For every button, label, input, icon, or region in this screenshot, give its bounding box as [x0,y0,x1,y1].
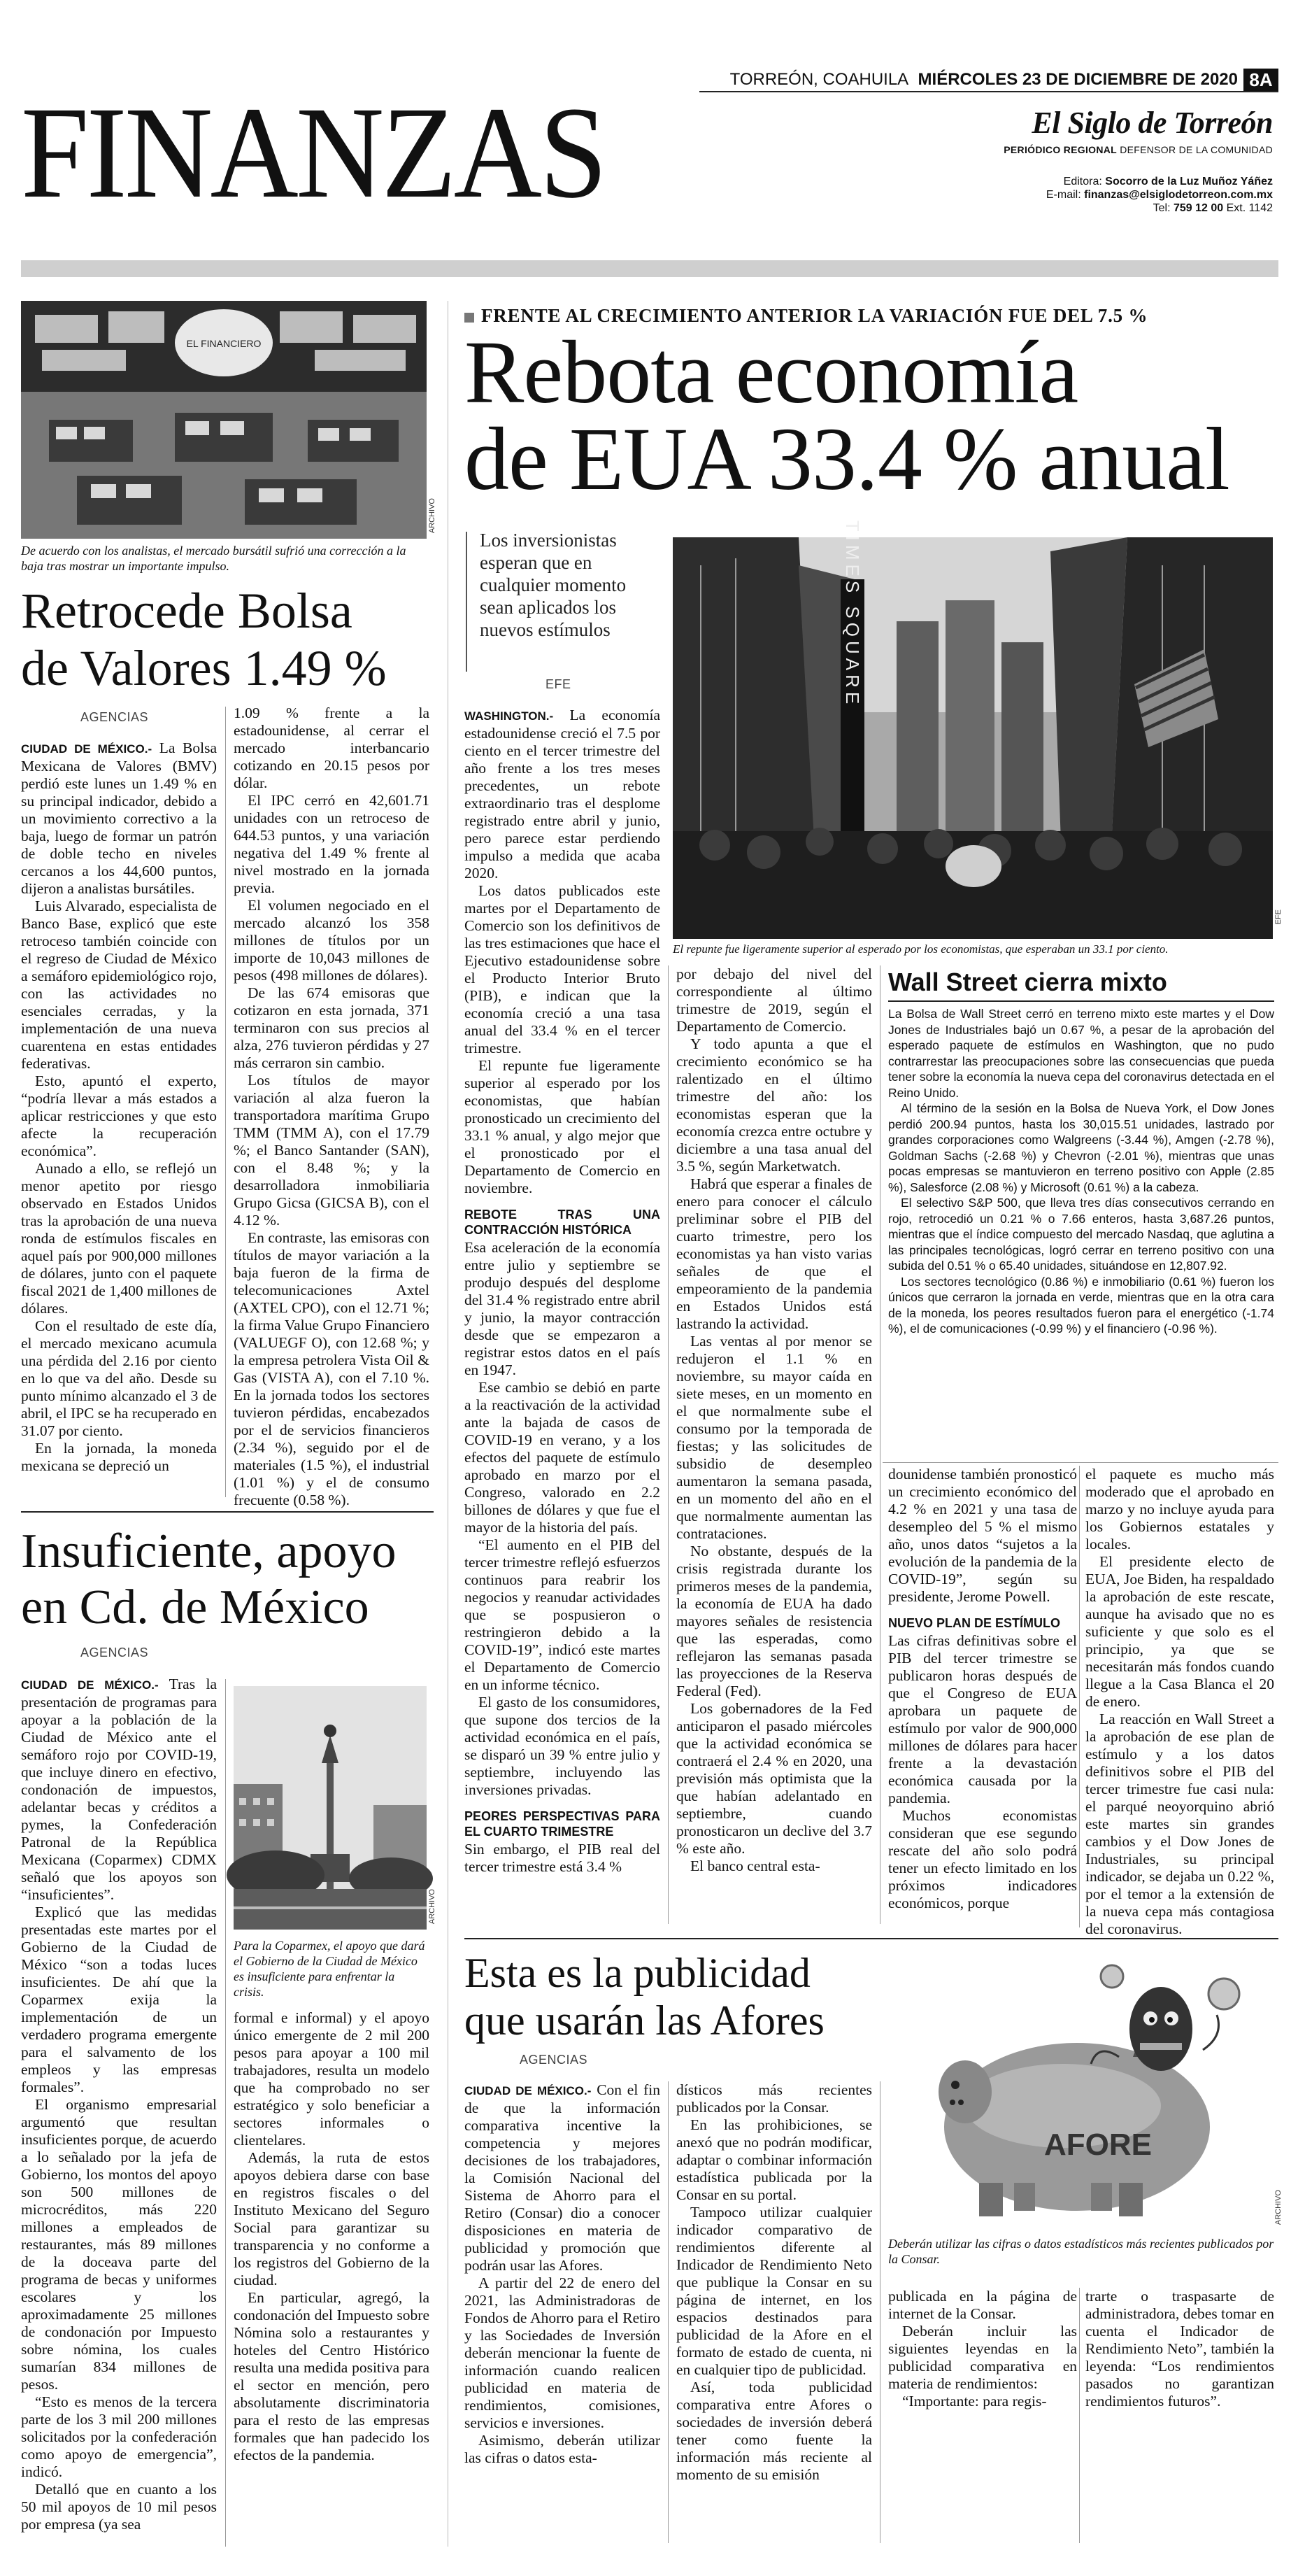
ws-paragraph: La Bolsa de Wall Street cerró en terreno mixto este martes y el Dow Jones de Industriales bajó un 0.67 %, a pesar de la aprobación del esperado paquete de estímulos en Washington, que no pudo contrarrestar las preocupaciones sobre las consecuencias que pueda tener sobre la economía la nueva cepa del coronavirus detectada en el Reino Unido. [888,1007,1274,1100]
article-text: Tampoco utilizar cualquier indicador comparativo de rendimientos diferente al Indicador de Rendimiento Neto que publique la Consar en su página de internet, en los espacios destinados para publicidad de la Afore en el formato de estado de cuenta, ni en cualquier tipo de publicidad. [676,2204,872,2378]
article-text: Muchos economistas consideran que ese segundo rescate del año solo podrá tener un efecto limitado en los próximos indicadores económicos, porque [888,1807,1077,1911]
ws-sidebar [888,967,1274,1462]
article-paragraph [676,1333,872,1543]
editor-label: Editora: [1063,176,1106,187]
lead-headline-line1: Rebota economía [464,323,1078,422]
afores-col-2 [676,2081,872,2547]
article-paragraph [21,1317,217,1440]
bolsa-photo-credit: ARCHIVO [428,498,436,534]
article-paragraph [21,2096,217,2393]
masthead-band [21,260,1278,277]
afores-headline-line1: Esta es la publicidad [464,1950,811,1996]
paper-tagline-rest: DEFENSOR DE LA COMUNIDAD [1117,144,1273,155]
article-text: “Importante: para regis- [902,2393,1047,2409]
email-link[interactable]: finanzas@elsiglodetorreon.com.mx [1084,189,1273,201]
bolsa-headline-line1: Retrocede Bolsa [21,583,352,639]
article-paragraph [21,898,217,1073]
article-text: La reacción en Wall Street a la aprobación de ese plan de estímulo y a los datos definitivos sobre el PIB del tercer trimestre fue casi nula: el parqué neoyorquino abrió este martes sin grandes cambios y el Dow Jones de Industriales, su principal indicador, se dejaba un 0.22 %, por el temor a la extensión de la nueva cepa más contagiosa del coronavirus. [1085,1711,1274,1937]
lead-col-3 [888,1466,1077,1927]
article-paragraph [21,1160,217,1317]
afores-col-3 [888,2288,1077,2547]
photo-banner: EL FINANCIERO [186,338,262,349]
dateline-city: TORREÓN, COAHUILA [729,70,908,89]
afores-col-4 [1085,2288,1274,2547]
article-paragraph [464,2432,660,2467]
times-square-sign: TIMES SQUARE [842,520,863,709]
article-paragraph [888,2288,1077,2323]
article-paragraph [1085,1466,1274,1553]
lead-col-4 [1085,1466,1274,1937]
article-text: De las 674 emisoras que cotizaron en esta jornada, 371 terminaron con sus precios al alza, 276 tuvieron pérdidas y 27 más cerraron sin cambio. [234,984,429,1071]
lead-agency: EFE [545,677,571,691]
lead-col-2 [676,965,872,1927]
ws-title: Wall Street cierra mixto [888,968,1167,996]
article-paragraph [464,1057,660,1197]
ws-paragraph: El selectivo S&P 500, que lleva tres días consecutivos cerrando en rojo, retrocedió un 0.21 % o 7.66 enteros, hasta 3,687.26 puntos, mientras que el índice compuesto del mercado Nasdaq, que aglutina a las principales tecnológicas, logró cerrar en terreno positivo con una subida del 0.51 % o 65.40 unidades, situándose en 12,807.92. [888,1196,1274,1273]
ws-title-rule [888,1000,1274,1002]
article-text: La Bolsa Mexicana de Valores (BMV) perdió este lunes un 1.49 % en su principal indicador, debido a un movimiento correctivo a la baja, luego de formar un patrón de doble techo en niveles cercanos a los 44,600 puntos, dijeron a analistas bursátiles. [21,739,217,897]
afores-photo-credit: ARCHIVO [1274,2190,1283,2225]
article-text: Los títulos de mayor variación al alza fueron la transportadora marítima Grupo TMM (TMM A), con el 17.79 %; el Banco Santander (SAN), con el 8.48 %; y la desarrolladora inmobiliaria Grupo Gicsa (GICSA B), con el 4.12 %. [234,1072,429,1229]
article-paragraph [676,1035,872,1175]
article-text: Con el resultado de este día, el mercado mexicano acumula una pérdida del 2.16 por ciento en lo que va del año. Desde su punto mínimo alcanzado el 3 de abril, el IPC se ha recuperado en 31.07 por ciento. [21,1317,217,1439]
article-text: Tras la presentación de programas para apoyar a la población de la Ciudad de México ante el semáforo rojo por COVID-19, que incluye dinero en efectivo, condonación de impuestos, adelantar becas y créditos a pymes, la Confederación Patronal de la República Mexicana (Coparmex) CDMX señaló que los apoyos son “insuficientes”. [21,1676,217,1903]
afores-agency: AGENCIAS [520,2053,588,2067]
article-text: A partir del 22 de enero del 2021, las Administradoras de Fondos de Ahorro para el Retiro y las Sociedades de Inversión deberán mencionar la fuente de información cuando realicen publicidad en materia de rendimientos, comisiones, servicios e inversiones. [464,2274,660,2431]
deck-rule [466,532,467,672]
article-paragraph [464,882,660,1057]
article-dateline: CIUDAD DE MÉXICO.- [21,742,152,756]
article-paragraph [464,1841,660,1876]
article-paragraph [676,1543,872,1700]
article-paragraph [21,2481,217,2533]
article-text: Así, toda publicidad comparativa entre Afores o sociedades de inversión deberá tener como fuente la información más reciente al momento de su emisión [676,2379,872,2483]
apoyo-col-2 [234,2009,429,2548]
article-paragraph [234,2009,429,2149]
article-paragraph [888,2323,1077,2393]
apoyo-photo-caption: Para la Coparmex, el apoyo que dará el Gobierno de la Ciudad de México es insuficiente para enfrentar la crisis. [234,1939,425,1999]
article-paragraph [888,2393,1077,2410]
afores-photo-caption: Deberán utilizar las cifras o datos estadísticos más recientes publicados por la Consar. [888,2237,1274,2266]
bolsa-headline [21,582,441,697]
ws-bottom-rule [883,1462,1278,1463]
editor-info [951,175,1273,215]
apoyo-headline-line1: Insuficiente, apoyo [21,1524,397,1578]
article-text: publicada en la página de internet de la Consar. [888,2288,1077,2322]
article-paragraph [21,1676,217,1904]
article-paragraph [234,792,429,897]
article-text: 1.09 % frente a la estadounidense, al cerrar el mercado interbancario cotizando en 20.15 pesos por dólar. [234,705,429,791]
article-text: El repunte fue ligeramente superior al esperado por los economistas, que habían pronosticado un crecimiento del 33.1 % anual, y algo mejor que el pronosticado por el Departamento de Comercio en noviembre. [464,1057,660,1196]
article-text: El organismo empresarial argumentó que resultan insuficientes porque, de acuerdo a lo señalado por la jefa de Gobierno, los montos del apoyo son 500 millones de microcréditos, más 220 millones a empleados de restaurantes, más 89 millones de la doceava parte del programa de becas y uniformes escolares y los aproximadamente 25 millones de condonación por Impuesto sobre nómina, los cuales sumarían 834 millones de pesos. [21,2096,217,2393]
article-paragraph [888,1466,1077,1606]
article-text: Las cifras definitivas sobre el PIB del tercer trimestre se publicaron horas después de que el Congreso de EUA aprobara un paquete de estímulo por valor de 900,000 millones de dólares para hacer frente a la devastación económica causada por la pandemia. [888,1632,1077,1806]
article-text: No obstante, después de la crisis registrada durante los primeros meses de la pandemia, la economía de EUA ha dado mayores señales de resistencia que las esperadas, como reflejaron las semanas pasada las proyecciones de la Reserva Federal (Fed). [676,1543,872,1699]
article-paragraph [234,1072,429,1229]
article-paragraph [21,1904,217,2096]
article-text: En la jornada, la moneda mexicana se depreció un [21,1440,217,1474]
article-text: Ese cambio se debió en parte a la reactivación de la actividad ante la bajada de casos de COVID-19 en verano, y a los efectos del paquete de estímulo aprobado en marzo por el Congreso, valorado en 2.2 billones de dólares y que fue el mayor de la historia del país. [464,1379,660,1536]
article-paragraph [234,897,429,984]
article-dateline: CIUDAD DE MÉXICO.- [464,2084,592,2097]
dateline-date: MIÉRCOLES 23 DE DICIEMBRE DE 2020 [918,70,1238,89]
article-paragraph [676,2116,872,2204]
paper-tagline [951,144,1273,155]
afores-headline [464,1949,912,2044]
article-paragraph [676,2379,872,2484]
article-paragraph [676,1175,872,1333]
ws-paragraph: Al término de la sesión en la Bolsa de Nueva York, el Dow Jones perdió 200.94 puntos, hasta los 30,015.51 unidades, lastrado por grandes corporaciones como Walgreens (-3.44 %), Amgen (-2.78 %), Goldman Sachs (-2.68 %) y Chevron (-2.01 %), mientras que unas pocas empresas se mantuvieron en terreno positivo con Apple (2.85 %), Salesforce (2.08 %) y Microsoft (0.61 %) a la cabeza. [888,1101,1274,1194]
email-label: E-mail: [1046,189,1085,201]
bolsa-col-1 [21,739,217,1502]
times-square-photo [673,520,1273,939]
phone-number: 759 12 00 [1173,202,1224,214]
article-paragraph [1085,1553,1274,1711]
paper-name: El Siglo de Torreón [1032,106,1273,140]
lead-col-1 [464,707,660,1927]
phone-ext: Ext. 1142 [1223,202,1273,214]
article-paragraph [888,1632,1077,1807]
article-text: trarte o traspasarte de administradora, debes tomar en cuenta el Indicador de Rendimiento Neto”, también la leyenda: “Los rendimientos pasados no garantizan rendimientos futuros”. [1085,2288,1274,2409]
article-text: Las ventas al por menor se redujeron el 1.1 % en noviembre, su mayor caída en siete meses, en un momento en el que normalmente sube el consumo por la temporada de fiestas; y las solicitudes de subsidio de desempleo aumentaron la semana pasada, en un momento del año en el que normalmente aumentan las contrataciones. [676,1333,872,1542]
article-text: por debajo del nivel del correspondiente al último trimestre de 2019, según el Departamento de Comercio. [676,965,872,1035]
trading-floor-photo [21,301,427,539]
article-text: el paquete es mucho más moderado que el aprobado en marzo y no incluye ayuda para los Gobiernos estatales y locales. [1085,1466,1274,1552]
article-dateline: CIUDAD DE MÉXICO.- [21,1678,159,1692]
lead-deck: Los inversionistas esperan que en cualquier momento sean aplicados los nuevos estímulos [480,530,627,640]
article-paragraph [21,2393,217,2481]
article-paragraph [21,1073,217,1160]
article-text: formal e informal) y el apoyo único emergente de 2 mil 200 pesos para apoyar a 100 mil trabajadores, resulta un modelo que ha comprobado no ser estratégico y solo beneficiar a sectores informales o clientelares. [234,2009,429,2149]
bolsa-photo-caption: De acuerdo con los analistas, el mercado bursátil sufrió una corrección a la baja tras mostrar un importante impulso. [21,544,406,573]
article-paragraph [676,1857,872,1875]
article-text: El presidente electo de EUA, Joe Biden, ha respaldado la aprobación de este rescate, aunque ha avisado que no es suficiente y que solo es el principio, ya que se necesitarán más fondos cuando llegue a la Casa Blanca el 20 de enero. [1085,1553,1274,1710]
article-paragraph [464,1239,660,1379]
lead-bottom-rule [464,1938,1278,1939]
article-text: En particular, agregó, la condonación del Impuesto sobre Nómina solo a restaurantes y hoteles del Centro Histórico resulta una medida positiva para el sector en mención, pero absolutamente discriminatoria para el resto de las empresas formales que han padecido los efectos de la pandemia. [234,2289,429,2463]
article-text: Y todo apunta a que el crecimiento económico se ha ralentizado en el último trimestre del año: los economistas esperan que la economía crezca entre octubre y diciembre a una tasa anual del 3.5 %, según Marketwatch. [676,1035,872,1175]
article-paragraph [464,2274,660,2432]
article-text: Aunado a ello, se reflejó un menor apetito por riesgo observado en Estados Unidos tras la aprobación de una nueva ronda de estímulos fiscales en aquel país por 900,000 millones de dólares, junto con el paquete fiscal 2021 de 1,400 millones de dólares. [21,1160,217,1317]
monument-photo [234,1686,427,1930]
article-paragraph [234,2289,429,2464]
section-title: FINANZAS [21,79,605,225]
article-text: Detalló que en cuanto a los 50 mil apoyos de 10 mil pesos por empresa (ya sea [21,2481,217,2533]
apoyo-headline-line2: en Cd. de México [21,1580,369,1634]
article-text: Habrá que esperar a finales de enero para conocer el cálculo preliminar sobre el PIB del cuarto trimestre, pero los economistas ya han visto varias señales de que el empeoramiento de la pandemia en Estados Unidos está lastrando la actividad. [676,1175,872,1332]
ws-paragraph: Los sectores tecnológico (0.86 %) e inmobiliario (0.61 %) fueron los únicos que cerraron la jornada en verde, mientras que en la otra cara de la moneda, los peores resultados fueron para el energético (-1.74 %), el de comunicaciones (-0.99 %) y el financiero (-0.96 %). [888,1274,1274,1336]
article-paragraph [888,1807,1077,1912]
article-subhead: REBOTE TRAS UNA CONTRACCIÓN HISTÓRICA [464,1208,660,1237]
article-paragraph [464,2081,660,2274]
article-text: Luis Alvarado, especialista de Banco Base, explicó que este retroceso también coincide con el regreso de Ciudad de México a semáforo epidemiológico rojo, con las actividades no esenciales cerradas, y la implementación de una nueva cuarentena en estas entidades federativas. [21,898,217,1072]
article-text: dísticos más recientes publicados por la Consar. [676,2081,872,2116]
article-text: “El aumento en el PIB del tercer trimestre reflejó esfuerzos continuos para reabrir los negocios y reanudar actividades que se pospusieron o restringieron debido a la COVID-19”, indicó este martes el Departamento de Comercio en un informe técnico. [464,1536,660,1693]
bolsa-col-2 [234,705,429,1508]
kicker-bullet [464,313,474,323]
apoyo-col-divider [225,1679,226,2547]
article-text: El banco central esta- [690,1857,820,1874]
paper-tagline-bold: PERIÓDICO REGIONAL [1004,144,1118,155]
article-paragraph [464,707,660,882]
article-text: Esa aceleración de la economía entre julio y septiembre se produjo después del desplome del 31.4 % registrado entre abril y junio, la mayor contracción desde que se empezaron a registrar estos datos en el país en 1947. [464,1239,660,1378]
article-paragraph [464,1536,660,1694]
apoyo-photo-credit: ARCHIVO [428,1889,436,1925]
piggy-bank-illustration [888,1952,1274,2230]
kicker-text: FRENTE AL CRECIMIENTO ANTERIOR LA VARIACIÓN FUE DEL 7.5 % [481,305,1148,326]
masthead-top-rule [699,91,1278,92]
lead-photo-credit: EFE [1274,910,1283,925]
apoyo-headline [21,1524,455,1636]
article-paragraph [1085,1711,1274,1938]
afores-col-divider-2 [1079,2288,1080,2543]
article-dateline: WASHINGTON.- [464,709,554,723]
ws-body [888,1006,1274,1337]
article-text: La economía estadounidense creció el 7.5 por ciento en el tercer trimestre del año frente a los tres meses precedentes, un rebote extraordinario tras el desplome registrado entre abril y junio, pero parece estar perdiendo impulso a medida que acaba 2020. [464,707,660,882]
article-paragraph [234,2149,429,2289]
page-number: 8A [1243,69,1278,91]
article-text: Asimismo, deberán utilizar las cifras o datos esta- [464,2432,660,2466]
article-text: “Esto es menos de la tercera parte de los 3 mil 200 millones solicitados por la confederación como apoyo de emergencia”, indicó. [21,2393,217,2480]
bolsa-headline-line2: de Valores 1.49 % [21,640,387,696]
article-text: Con el fin de que la información comparativa incentive la competencia y mejores decisiones de los trabajadores, la Comisión Nacional del Sistema de Ahorro para el Retiro (Consar) dio a conocer disposiciones en materia de publicidad y promoción que podrán usar las Afores. [464,2081,660,2274]
article-paragraph [464,1379,660,1536]
article-paragraph [676,1700,872,1857]
article-text: Los datos publicados este martes por el Departamento de Comercio son los definitivos de las tres estimaciones que hace el Ejecutivo estadounidense sobre el Producto Interior Bruto (PIB), e indican que la economía creció a una tasa anual del 33.4 % en el tercer trimestre. [464,882,660,1056]
article-subhead: PEORES PERSPECTIVAS PARA EL CUARTO TRIMESTRE [464,1809,660,1839]
article-paragraph [21,739,217,898]
apoyo-col-1 [21,1676,217,2543]
article-text: El IPC cerró en 42,601.71 unidades con un retroceso de 644.53 puntos, y una variación negativa del 1.49 % frente al nivel mostrado en la jornada previa. [234,792,429,896]
article-text: El gasto de los consumidores, que supone dos tercios de la actividad económica en el país, se disparó un 39 % entre julio y septiembre, incluyendo las inversiones privadas. [464,1694,660,1798]
article-text: Explicó que las medidas presentadas este martes por el Gobierno de la Ciudad de México “son a todas luces insuficientes. De ahí que la Coparmex exija la implementación de un verdadero programa emergente para el salvamento de los empleos y las empresas formales”. [21,1904,217,2095]
article-paragraph [464,1694,660,1799]
article-text: Los gobernadores de la Fed anticiparon el pasado miércoles que la actividad económica se contraerá el 2.4 % en 2020, una previsión más optimista que la que habían adelantado en septiembre, cuando pronosticaron un declive del 3.7 % este año. [676,1700,872,1857]
afores-col-divider-1 [668,2081,669,2543]
article-paragraph [1085,2288,1274,2410]
article-text: dounidense también pronosticó un crecimiento económico del 4.2 % en 2021 y una tasa de desempleo del 5 % el mismo año, unos datos “sujetos a la evolución de la pandemia de la COVID-19”, según su presidente, Jerome Powell. [888,1466,1077,1605]
lead-photo-caption: El repunte fue ligeramente superior al esperado por los economistas, que esperaban un 33.1 por ciento. [673,942,1169,956]
article-paragraph [676,965,872,1035]
article-paragraph [676,2204,872,2379]
phone-label: Tel: [1153,202,1174,214]
apoyo-agency: AGENCIAS [80,1646,149,1659]
afores-headline-line2: que usarán las Afores [464,1997,825,2044]
dateline [727,70,1238,90]
article-paragraph [234,1229,429,1509]
article-paragraph [234,984,429,1072]
article-text: Deberán incluir las siguientes leyendas en la publicidad comparativa en materia de rendimientos: [888,2323,1077,2392]
bolsa-col-divider [225,707,226,1497]
lead-headline [464,323,1283,509]
bolsa-agency: AGENCIAS [80,710,149,724]
bolsa-bottom-rule [21,1511,434,1513]
article-text: Esto, apuntó el experto, “podría llevar a más estados a aplicar restricciones y que esto afecte la recuperación económica”. [21,1073,217,1159]
lead-headline-line2: de EUA 33.4 % anual [464,409,1229,509]
article-text: En contraste, las emisoras con títulos de mayor variación a la baja fueron de la firma de telecomunicaciones Axtel (AXTEL CPO), con el 12.71 %; la firma Value Grupo Financiero (VALUEGF O), con 12.68 %; y la empresa petrolera Vista Oil & Gas (VISTA A), con el 7.10 %. En la jornada todos los sectores tuvieron pérdidas, encabezados por el de servicios financieros (2.34 %), seguido por el de materiales (1.5 %), el industrial (1.01 %) y el de consumo frecuente (0.58 %). [234,1229,429,1508]
article-paragraph [21,1440,217,1475]
article-text: Además, la ruta de estos apoyos debiera darse con base en registros fiscales o del Instituto Mexicano del Seguro Social para garantizar su transparencia y no conforme a los registros del Gobierno de la ciudad. [234,2149,429,2288]
article-text: Sin embargo, el PIB real del tercer trimestre está 3.4 % [464,1841,660,1875]
lead-col-divider-1 [668,965,669,1924]
article-text: El volumen negociado en el mercado alcanzó los 358 millones de títulos por un importe de 10,043 millones de pesos (498 millones de dólares). [234,897,429,984]
article-paragraph [234,705,429,792]
afores-col-1 [464,2081,660,2547]
article-paragraph [676,2081,872,2116]
editor-name: Socorro de la Luz Muñoz Yáñez [1105,176,1273,187]
piggy-label: AFORE [1044,2128,1152,2162]
article-text: En las prohibiciones, se anexó que no podrán modificar, adaptar o combinar información estadística publicada por la Consar en su portal. [676,2116,872,2203]
lead-col-divider-3 [1079,1466,1080,1927]
article-subhead: NUEVO PLAN DE ESTÍMULO [888,1616,1061,1630]
